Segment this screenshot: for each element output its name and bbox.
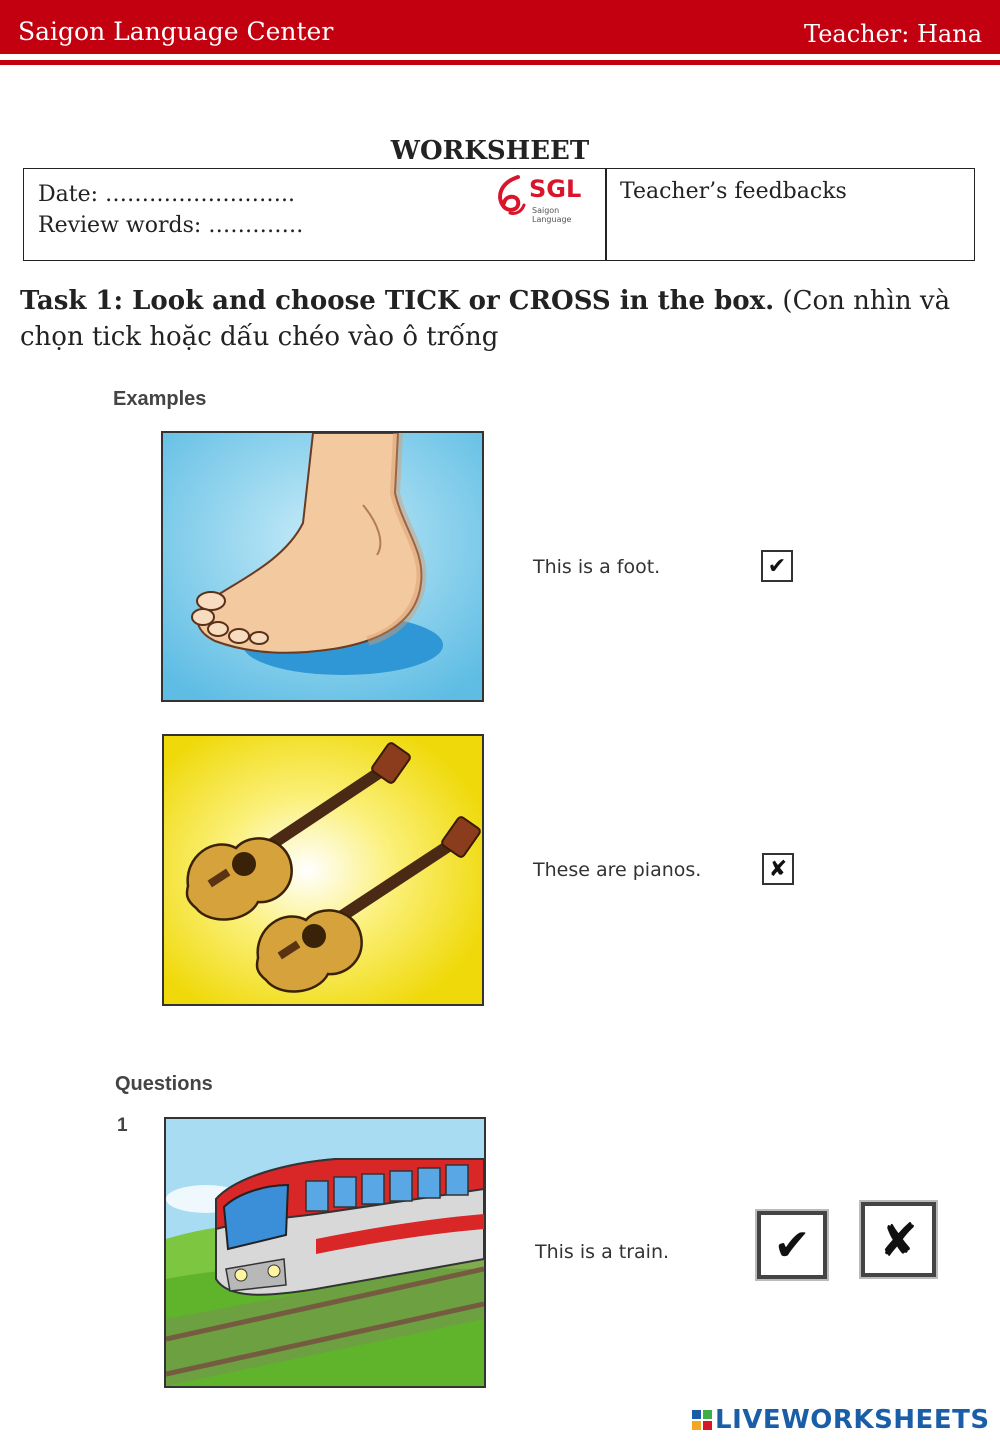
liveworksheets-blocks-icon (692, 1410, 712, 1430)
guitars-picture (162, 734, 484, 1006)
task-title: Task 1: Look and choose TICK or CROSS in the box. (20, 286, 775, 316)
foot-illustration (163, 433, 482, 700)
example-1-checkbox: ✔ (761, 550, 793, 582)
question-1-tick-box[interactable]: ✔ (757, 1211, 827, 1279)
example-2-checkbox: ✘ (762, 853, 794, 885)
worksheet-title: WORKSHEET (390, 136, 590, 166)
info-box (23, 168, 975, 261)
liveworksheets-brand: LIVEWORKSHEETS (715, 1405, 990, 1435)
header-divider (0, 60, 1000, 65)
question-1-number: 1 (117, 1115, 128, 1136)
task-instructions (20, 283, 980, 355)
question-1-cross-box[interactable]: ✘ (861, 1202, 936, 1277)
guitars-illustration (164, 736, 482, 1004)
sgl-logo (492, 171, 592, 224)
example-1-sentence: This is a foot. (533, 556, 661, 578)
train-illustration (166, 1119, 484, 1386)
sgl-swirl-icon (492, 173, 528, 217)
logo-subtext: Saigon Language (532, 206, 572, 224)
header-bar (0, 0, 1000, 54)
train-picture (164, 1117, 486, 1388)
foot-picture (161, 431, 484, 702)
examples-label: Examples (113, 388, 207, 410)
date-line: Date: …………………….. (38, 182, 296, 207)
questions-label: Questions (115, 1073, 213, 1095)
feedback-label: Teacher’s feedbacks (620, 179, 847, 204)
question-1-sentence: This is a train. (535, 1241, 670, 1263)
info-left (38, 179, 303, 241)
teacher-name: Teacher: Hana (804, 20, 982, 48)
liveworksheets-logo (692, 1402, 990, 1438)
info-divider (605, 169, 607, 260)
center-name: Saigon Language Center (18, 17, 334, 46)
task-translation: (Con nhìn và chọn tick hoặc dấu chéo vào ô trống (20, 286, 951, 352)
logo-text: SGL (529, 175, 582, 203)
review-words-line: Review words: …………. (38, 213, 304, 238)
example-2-sentence: These are pianos. (533, 859, 702, 881)
